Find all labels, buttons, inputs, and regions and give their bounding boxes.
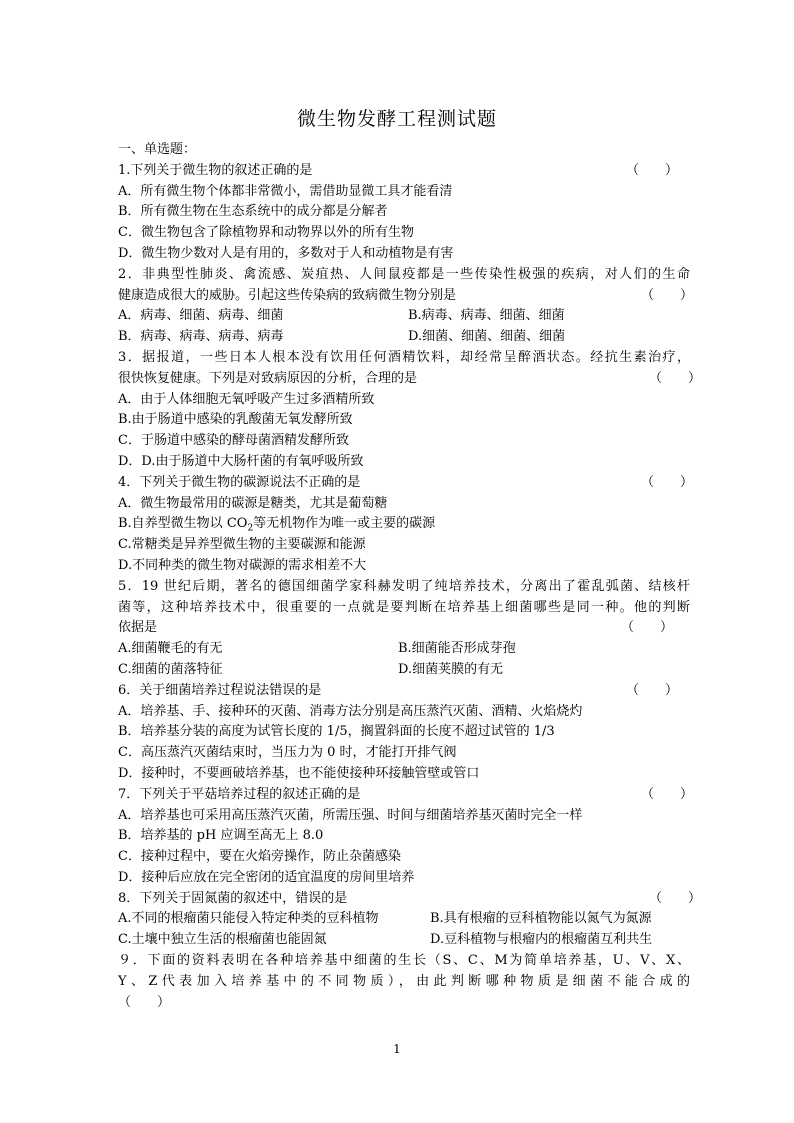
question-6-option-b: B．培养基分装的高度为试管长度的 1/5，搁置斜面的长度不超过试管的 1/3 (118, 724, 555, 740)
question-5-stem-line-2: 菌等，这种培养技术中，很重要的一点就是要判断在培养基上细菌哪些是同一种。他的判断 (118, 599, 690, 615)
question-8-stem (118, 889, 702, 910)
question-5-stem-line-1: 5．19 世纪后期，著名的德国细菌学家科赫发明了纯培养技术，分离出了霍乱弧菌、结核杆 (118, 578, 690, 594)
question-2-text: 健康造成很大的威胁。引起这些传染病的致病微生物分别是 (118, 287, 457, 303)
question-3-text: 很快恢复健康。下列是对致病原因的分析，合理的是 (118, 370, 418, 386)
question-8-options-row-2 (118, 930, 690, 951)
answer-blank: （ ） (626, 162, 679, 178)
question-3-option-d: D．D.由于肠道中大肠杆菌的有氧呼吸所致 (118, 453, 364, 469)
question-list (118, 140, 702, 1013)
question-6-option-d: D．接种时，不要画破培养基，也不能使接种环接触管壁或管口 (118, 765, 480, 781)
answer-blank: （ ） (641, 287, 694, 303)
answer-blank: （ ） (649, 370, 702, 386)
question-2-option-c: B．病毒、病毒、病毒、病毒 (118, 329, 284, 345)
question-7-text: 7．下列关于平菇培养过程的叙述正确的是 (118, 786, 361, 802)
question-9-answer-blank: （ ） (118, 994, 171, 1010)
question-7-stem (118, 785, 694, 806)
option-b-suffix: 等无机物作为唯一或主要的碳源 (253, 516, 436, 532)
question-2-options-row-1 (118, 306, 690, 327)
question-2-stem-line-1: 2．非典型性肺炎、禽流感、炭疽热、人间鼠疫都是一些传染性极强的疾病，对人们的生命 (118, 266, 690, 282)
question-3-option-a: A．由于人体细胞无氧呼吸产生过多酒精所致 (118, 391, 375, 407)
question-5-text: 依据是 (118, 620, 158, 636)
question-4-option-d: D.不同种类的微生物对碳源的需求相差不大 (118, 557, 367, 573)
question-8-options-row-1 (118, 909, 690, 930)
question-2-option-a: A．病毒、细菌、病毒、细菌 (118, 308, 284, 324)
question-7-option-b: B．培养基的 pH 应调至高无上 8.0 (118, 828, 324, 844)
question-4-option-a: A．微生物最常用的碳源是糖类，尤其是葡萄糖 (118, 495, 388, 511)
option-b-prefix: B.自养型微生物以 CO (118, 516, 248, 532)
question-1-option-c: C．微生物包含了除植物界和动物界以外的所有生物 (118, 225, 414, 241)
question-8-option-c: C.土壤中独立生活的根瘤菌也能固氮 (118, 932, 327, 948)
question-7-option-a: A．培养基也可采用高压蒸汽灭菌，所需压强、时间与细菌培养基灭菌时完全一样 (118, 807, 583, 823)
question-5-stem-line-3 (118, 618, 690, 639)
question-3-option-b: B.由于肠道中感染的乳酸菌无氧发酵所致 (118, 412, 353, 428)
question-5-option-a: A.细菌鞭毛的有无 (118, 641, 223, 657)
question-4-text: 4．下列关于微生物的碳源说法不正确的是 (118, 474, 361, 490)
page-number: 1 (393, 1042, 401, 1056)
answer-blank: （ ） (626, 682, 679, 698)
question-1-option-a: A．所有微生物个体都非常微小，需借助显微工具才能看清 (118, 183, 453, 199)
question-5-option-d: D.细菌荚膜的有无 (398, 661, 504, 677)
question-4-option-b (118, 514, 690, 535)
question-8-option-d: D.豆科植物与根瘤内的根瘤菌互利共生 (430, 932, 653, 948)
answer-blank: （ ） (641, 786, 694, 802)
question-5-options-row-2 (118, 660, 690, 681)
question-8-option-b: B.具有根瘤的豆科植物能以氮气为氮源 (430, 911, 652, 927)
question-5-option-b: B.细菌能否形成芽孢 (398, 641, 516, 657)
question-6-option-c: C．高压蒸汽灭菌结束时，当压力为 0 时，才能打开排气阀 (118, 745, 457, 761)
question-2-options-row-2 (118, 327, 690, 348)
page-title: 微生物发酵工程测试题 (296, 108, 497, 130)
question-1-option-d: D．微生物少数对人是有用的，多数对于人和动植物是有害 (118, 245, 454, 261)
question-3-stem-line-2 (118, 369, 702, 390)
question-6-option-a: A．培养基、手、接种环的灭菌、消毒方法分别是高压蒸汽灭菌、酒精、火焰烧灼 (118, 703, 583, 719)
question-2-option-d: D.细菌、细菌、细菌、细菌 (408, 329, 566, 345)
question-4-option-c: C.常糖类是异养型微生物的主要碳源和能源 (118, 537, 366, 553)
question-6-text: 6．关于细菌培养过程说法错误的是 (118, 682, 322, 698)
question-1-text: 1.下列关于微生物的叙述正确的是 (118, 162, 313, 178)
question-3-option-c: C．于肠道中感染的酵母菌酒精发酵所致 (118, 433, 349, 449)
section-heading: 一、单选题： (118, 142, 197, 157)
question-6-stem (118, 681, 690, 702)
question-5-option-c: C.细菌的菌落特征 (118, 661, 223, 677)
question-8-text: 8．下列关于固氮菌的叙述中，错误的是 (118, 890, 348, 906)
question-3-stem-line-1: 3．据报道，一些日本人根本没有饮用任何酒精饮料，却经常呈醉酒状态。经抗生素治疗， (118, 349, 690, 365)
question-5-options-row-1 (118, 639, 690, 660)
question-2-stem-line-2 (118, 286, 694, 307)
question-8-option-a: A.不同的根瘤菌只能侵入特定种类的豆科植物 (118, 911, 379, 927)
question-1-stem (118, 161, 690, 182)
question-9-stem-line-1: ９．下面的资料表明在各种培养基中细菌的生长（S、C、M为简单培养基，U、V、X、 (118, 953, 690, 969)
answer-blank: （ ） (649, 890, 702, 906)
question-1-option-b: B．所有微生物在生态系统中的成分都是分解者 (118, 204, 388, 220)
question-2-option-b: B.病毒、病毒、细菌、细菌 (408, 308, 565, 324)
co2-subscript: 2 (247, 523, 254, 534)
answer-blank: （ ） (621, 620, 674, 636)
question-4-stem (118, 473, 694, 494)
answer-blank: （ ） (641, 474, 694, 490)
question-7-option-d: D．接种后应放在完全密闭的适宜温度的房间里培养 (118, 869, 415, 885)
question-9-stem-line-2: Y、Z代表加入培养基中的不同物质），由此判断哪种物质是细菌不能合成的 (118, 973, 690, 989)
question-7-option-c: C．接种过程中，要在火焰旁操作，防止杂菌感染 (118, 849, 401, 865)
